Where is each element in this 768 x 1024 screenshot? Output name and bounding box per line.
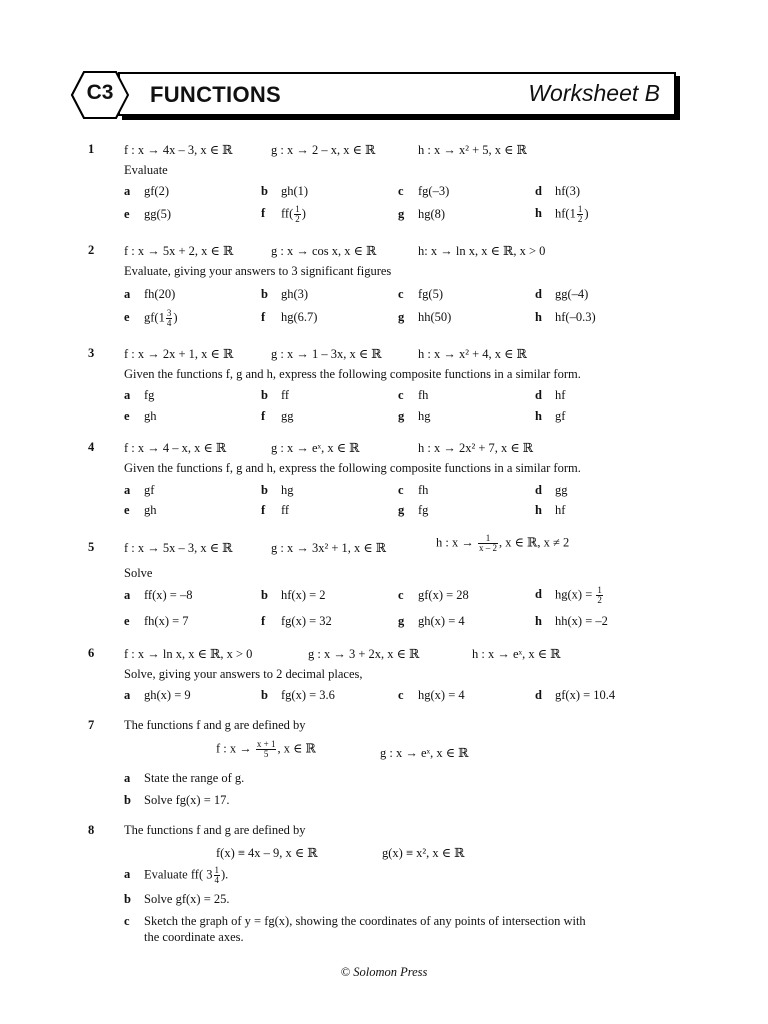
part: g hg(8) <box>398 207 446 221</box>
part: h hf(1 $\frac{1}{2}$ ) <box>535 204 589 224</box>
part: e gh <box>124 503 157 517</box>
function-g: g : x → eˣ, x ∈ ℝ <box>380 746 469 760</box>
part: d hg(x) = $\frac{1}{2}$ <box>535 585 602 605</box>
function-g: g : x → 3x² + 1, x ∈ ℝ <box>271 541 387 555</box>
instruction: Solve, giving your answers to 2 decimal places, <box>124 667 363 681</box>
function-g: g : x → 3 + 2x, x ∈ ℝ <box>308 647 420 661</box>
part: f gg <box>261 409 294 423</box>
instruction: Solve <box>124 566 153 580</box>
part: d gf(x) = 10.4 <box>535 688 616 702</box>
question-number: 6 <box>88 646 95 660</box>
function-f: f : x → 5x + 2, x ∈ ℝ <box>124 244 234 258</box>
part: g gh(x) = 4 <box>398 614 465 628</box>
function-h: h: x → ln x, x ∈ ℝ, x > 0 <box>418 244 546 258</box>
function-h: h : x → x² + 4, x ∈ ℝ <box>418 347 527 361</box>
copyright-footer: © Solomon Press <box>340 965 428 979</box>
part: f fg(x) = 32 <box>261 614 332 628</box>
function-g: g : x → cos x, x ∈ ℝ <box>271 244 377 258</box>
part: b ff <box>261 388 290 402</box>
page-title: FUNCTIONS <box>150 82 282 107</box>
part: f hg(6.7) <box>261 310 318 324</box>
fraction: $\frac{1}{2}$ <box>577 204 583 224</box>
part: g hh(50) <box>398 310 452 324</box>
fraction: $\frac{3}{4}$ <box>166 308 172 328</box>
part: g hg <box>398 409 431 423</box>
question-number: 8 <box>88 823 95 837</box>
part: b gh(3) <box>261 287 309 301</box>
part-continuation: the coordinate axes. <box>144 930 244 944</box>
part: a gf <box>124 483 155 497</box>
part: b fg(x) = 3.6 <box>261 688 335 702</box>
part: h hf <box>535 503 566 517</box>
part: c Sketch the graph of y = fg(x), showing the coordinates of any points of intersection with <box>124 914 586 928</box>
part: c gf(x) = 28 <box>398 588 469 602</box>
part: b Solve fg(x) = 17. <box>124 793 230 807</box>
function-f: f : x → ln x, x ∈ ℝ, x > 0 <box>124 647 253 661</box>
instruction: Given the functions f, g and h, express the following composite functions in a similar form. <box>124 461 581 475</box>
question-number: 2 <box>88 243 95 257</box>
function-h: h : x → x² + 5, x ∈ ℝ <box>418 143 527 157</box>
part: d hf <box>535 388 566 402</box>
part: a gh(x) = 9 <box>124 688 191 702</box>
topic-badge: C3 <box>86 81 114 104</box>
function-h: h : x → eˣ, x ∈ ℝ <box>472 647 561 661</box>
fraction: $\frac{1}{2}$ <box>295 204 300 224</box>
question-number: 1 <box>88 142 95 156</box>
part: b hg <box>261 483 294 497</box>
part: b Solve gf(x) = 25. <box>124 892 230 906</box>
fraction: $\frac{1}{2}$ <box>597 585 602 605</box>
part: h hh(x) = –2 <box>535 614 608 628</box>
part: a fh(20) <box>124 287 176 301</box>
part: e gh <box>124 409 157 423</box>
function-h: h : x → 2x² + 7, x ∈ ℝ <box>418 441 534 455</box>
question-intro: The functions f and g are defined by <box>124 823 306 837</box>
question-number: 3 <box>88 346 95 360</box>
instruction: Evaluate, giving your answers to 3 significant figures <box>124 264 392 278</box>
question-number: 4 <box>88 440 95 454</box>
part: c fg(–3) <box>398 184 450 198</box>
part: g fg <box>398 503 429 517</box>
part: e gf(1 $\frac{3}{4}$ ) <box>124 308 178 328</box>
question-number: 7 <box>88 718 95 732</box>
part: f ff <box>261 503 290 517</box>
part: f ff( $\frac{1}{2}$ ) <box>261 204 306 224</box>
fraction: $\frac{1}{x - 2}$ <box>478 533 497 553</box>
part: c fg(5) <box>398 287 443 301</box>
function-f: f : x → 5x – 3, x ∈ ℝ <box>124 541 233 555</box>
part: e fh(x) = 7 <box>124 614 189 628</box>
part: h gf <box>535 409 566 423</box>
function-g: g : x → eˣ, x ∈ ℝ <box>271 441 360 455</box>
part: b hf(x) = 2 <box>261 588 326 602</box>
part: a gf(2) <box>124 184 169 198</box>
title-banner <box>118 72 676 116</box>
part: e gg(5) <box>124 207 172 221</box>
part: c fh <box>398 483 429 497</box>
part: d gg <box>535 483 568 497</box>
function-f: f : x → $\frac{x + 1}{5}$ , x ∈ ℝ <box>216 739 316 759</box>
fraction: $\frac{x + 1}{5}$ <box>256 739 276 759</box>
part: c fh <box>398 388 429 402</box>
part: a fg <box>124 388 155 402</box>
function-g: g : x → 2 – x, x ∈ ℝ <box>271 143 376 157</box>
part: c hg(x) = 4 <box>398 688 465 702</box>
part: d gg(–4) <box>535 287 589 301</box>
question-intro: The functions f and g are defined by <box>124 718 306 732</box>
part: h hf(–0.3) <box>535 310 596 324</box>
function-f: f : x → 4 – x, x ∈ ℝ <box>124 441 227 455</box>
question-number: 5 <box>88 540 95 554</box>
instruction: Given the functions f, g and h, express the following composite functions in a similar form. <box>124 367 581 381</box>
worksheet-header <box>70 70 676 120</box>
part: a ff(x) = –8 <box>124 588 193 602</box>
part: a Evaluate ff( 3 $\frac{1}{4}$ ). <box>124 865 229 885</box>
part: d hf(3) <box>535 184 580 198</box>
instruction: Evaluate <box>124 163 168 177</box>
worksheet-label: Worksheet B <box>528 80 660 106</box>
function-h: h : x → $\frac{1}{x - 2}$ , x ∈ ℝ, x ≠ 2 <box>436 533 570 553</box>
function-f: f(x) ≡ 4x – 9, x ∈ ℝ <box>216 846 318 860</box>
part: a State the range of g. <box>124 771 245 785</box>
function-g: g(x) ≡ x², x ∈ ℝ <box>382 846 465 860</box>
function-g: g : x → 1 – 3x, x ∈ ℝ <box>271 347 382 361</box>
function-f: f : x → 2x + 1, x ∈ ℝ <box>124 347 234 361</box>
fraction: $\frac{1}{4}$ <box>214 865 219 885</box>
function-f: f : x → 4x – 3, x ∈ ℝ <box>124 143 233 157</box>
part: b gh(1) <box>261 184 309 198</box>
